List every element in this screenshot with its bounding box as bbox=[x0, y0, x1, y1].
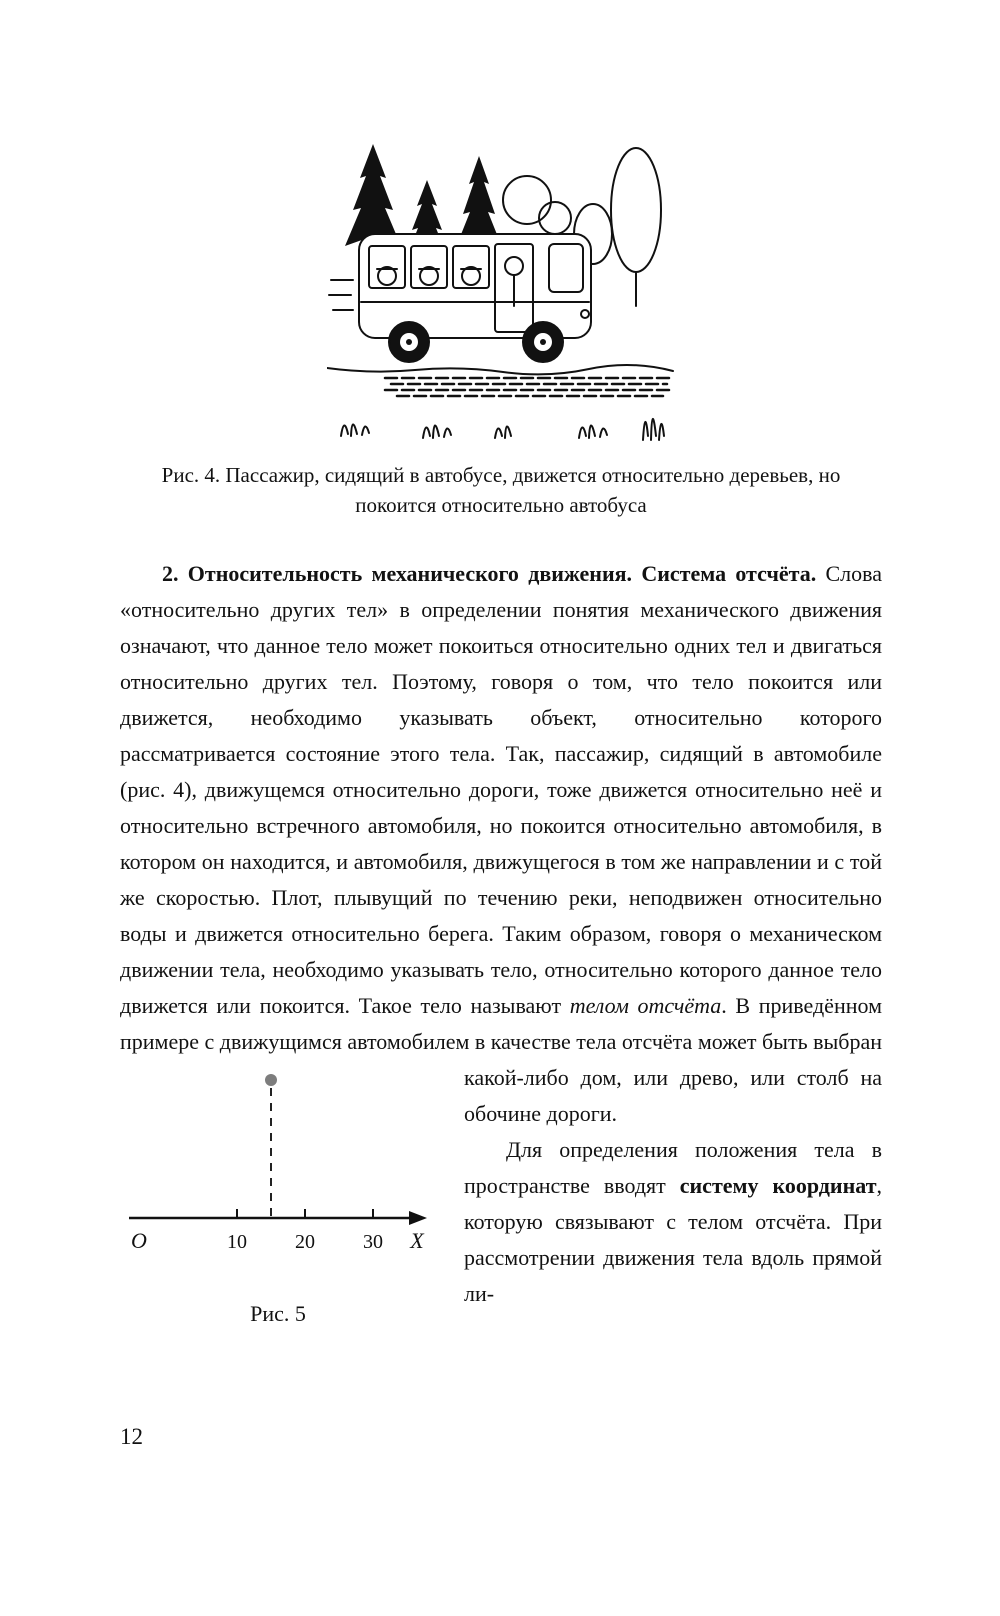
paragraph-1-wrapped-text: может быть выбран какой-либо дом, или древо, или столб на обочине дороги. bbox=[464, 1029, 883, 1126]
paragraph-1-text: Слова «относительно других тел» в определении понятия механического движения означают, что данное тело может покоиться относительно одних тел и двигаться относительно других тел. Поэтому, говоря о том, что тело покоится или движется, необходимо указывать объект, относительно которого рассматривается состояние этого тела. Так, пассажир, сидящий в автомобиле (рис. 4), движущемся относительно дороги, тоже движется относительно неё и относительно встречного автомобиля, но покоится относительно автомобиля, в котором он находится, и автомобиля, движущегося в том же направлении и с той же скоростью. Плот, плывущий по течению реки, неподвижен относительно воды и движется относительно берега. Таким образом, говоря о механическом движении тела, необходимо указывать тело, относительно которого данное тело движется или покоится. Такое тело называют bbox=[120, 561, 883, 1018]
figure5-coordinate-axis bbox=[125, 1068, 431, 1290]
figure5 bbox=[120, 1068, 436, 1328]
water-hatching bbox=[385, 378, 671, 396]
figure4-caption: Рис. 4. Пассажир, сидящий в автобусе, движется относительно деревьев, но покоится относительно автобуса bbox=[161, 463, 841, 517]
axis-label-x: X bbox=[410, 1228, 424, 1253]
origin-label: О bbox=[131, 1228, 147, 1253]
section-heading: 2. Относительность механического движения. Система отсчёта. bbox=[162, 561, 817, 586]
grass bbox=[341, 419, 664, 440]
paragraph-1-text-continued: . В приведённом примере с движущимся автомобилем в качестве тела отсчёта bbox=[120, 993, 882, 1054]
tick-label-10: 10 bbox=[227, 1231, 247, 1253]
figure5-caption: Рис. 5 bbox=[250, 1301, 306, 1326]
tick-label-20: 20 bbox=[295, 1231, 315, 1253]
figure4 bbox=[327, 138, 675, 444]
term-coordinate-system: систему координат bbox=[679, 1173, 877, 1198]
bus-wheel-front bbox=[523, 322, 563, 362]
axis-ticks bbox=[237, 1209, 373, 1218]
paragraph-2-text-continued: , которую связывают с телом отсчёта. При рассмотрении движения тела вдоль прямой ли- bbox=[464, 1173, 882, 1306]
bus bbox=[359, 234, 591, 338]
tick-label-30: 30 bbox=[363, 1231, 383, 1253]
term-frame-of-reference: телом отсчёта bbox=[569, 993, 722, 1018]
point-marker bbox=[265, 1074, 277, 1086]
textbook-page bbox=[120, 0, 882, 1338]
figure4-illustration bbox=[327, 138, 675, 444]
deciduous-tree-tall bbox=[611, 148, 661, 306]
ground bbox=[327, 365, 673, 396]
motion-lines bbox=[329, 280, 353, 310]
paragraph-2-text: Для определения положения тела в пространстве вводят bbox=[464, 1137, 882, 1198]
foliage-behind-bus bbox=[503, 176, 571, 234]
pine-tree-behind-bus bbox=[458, 156, 500, 242]
page-number: 12 bbox=[120, 1424, 143, 1449]
bus-wheel-rear bbox=[389, 322, 429, 362]
axis-arrow bbox=[409, 1211, 427, 1225]
